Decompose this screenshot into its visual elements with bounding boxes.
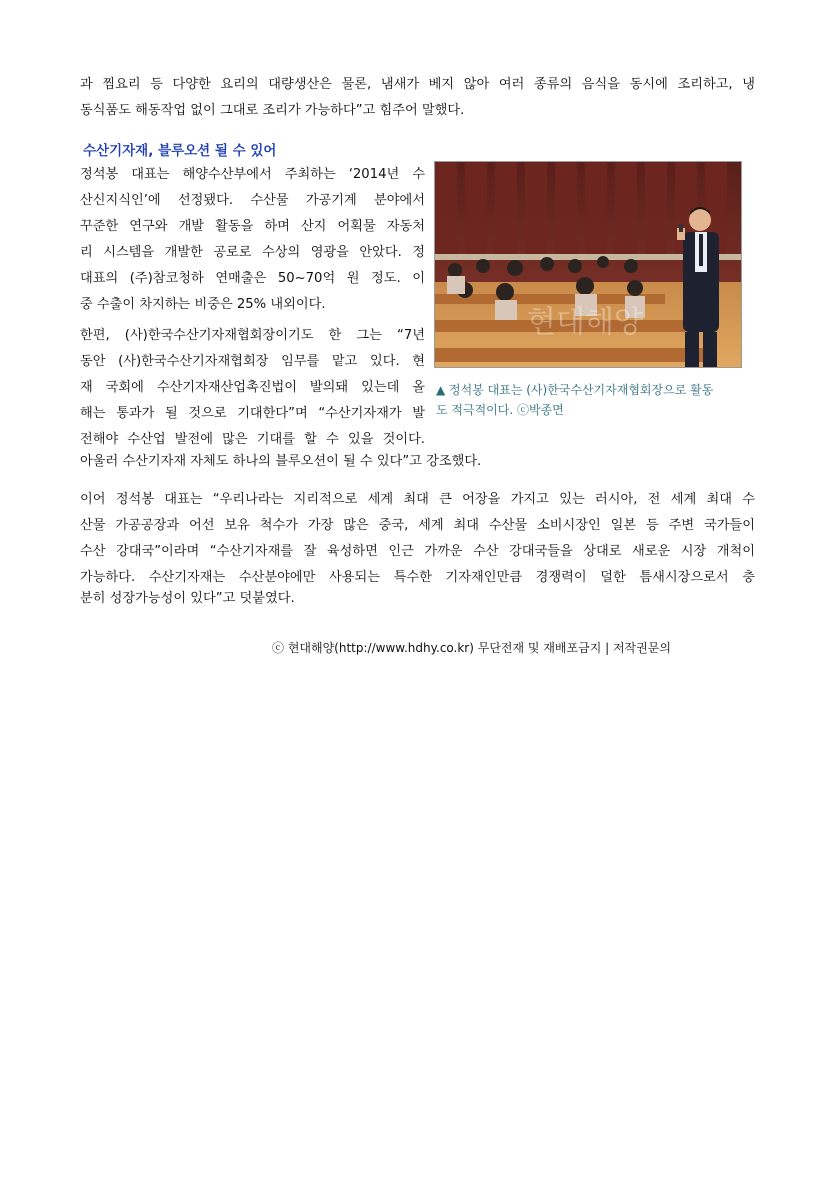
para1-line: 정석봉 대표는 해양수산부에서 주최하는 ‘2014년 수 [80,167,425,182]
para1-line: 꾸준한 연구와 개발 활동을 하며 산지 어획물 자동처 [80,219,425,234]
copyright-footer: ⓒ 현대해양(http://www.hdhy.co.kr) 무단전재 및 재배포금지 | 저작권문의 [272,641,671,655]
para3-line: 가능하다. 수산기자재는 수산분야에만 사용되는 특수한 기자재인만큼 경쟁력이 덜한 틈새시장으로서 충 [80,570,755,585]
intro-line-1: 과 찜요리 등 다양한 요리의 대량생산은 물론, 냄새가 베지 않아 여러 종류의 음식을 동시에 조리하고, 냉 [80,77,755,92]
para2-line: 전해야 수산업 발전에 많은 기대를 할 수 있을 것이다. [80,432,425,447]
para2-line: 재 국회에 수산기자재산업촉진법이 발의돼 있는데 올 [80,380,425,395]
watermark-logo: 현대해양 [527,305,643,340]
para3-line: 분히 성장가능성이 있다”고 덧붙였다. [80,591,295,606]
para3-line: 산물 가공공장과 어선 보유 척수가 가장 많은 중국, 세계 최대 수산물 소비시장인 일본 등 주변 국가들이 [80,518,755,533]
para3-line: 이어 정석봉 대표는 “우리나라는 지리적으로 세계 최대 큰 어장을 가지고 있는 러시아, 전 세계 최대 수 [80,492,755,507]
article-photo [434,161,742,368]
section-heading: 수산기자재, 블루오션 될 수 있어 [83,143,277,159]
para1-line: 리 시스템을 개발한 공로로 수상의 영광을 안았다. 정 [80,245,425,260]
para2-line: 아울러 수산기자재 자체도 하나의 블루오션이 될 수 있다”고 강조했다. [80,454,482,469]
para3-line: 수산 강대국”이라며 “수산기자재를 잘 육성하면 인근 가까운 수산 강대국들을 상대로 새로운 시장 개척이 [80,544,755,559]
conference-photo [435,162,742,368]
para2-line: 한편, (사)한국수산기자재협회장이기도 한 그는 “7년 [80,328,425,343]
para1-line: 대표의 (주)참코청하 연매출은 50~70억 원 정도. 이 [80,271,425,286]
para2-line: 동안 (사)한국수산기자재협회장 임무를 맡고 있다. 현 [80,354,425,369]
para1-line: 산신지식인’에 선정됐다. 수산물 가공기계 분야에서 [80,193,425,208]
photo-caption-line: 도 적극적이다. ⓒ박종면 [436,403,564,417]
intro-line-2: 동식품도 해동작업 없이 그대로 조리가 가능하다”고 힘주어 말했다. [80,103,465,118]
para1-line: 중 수출이 차지하는 비중은 25% 내외이다. [80,297,326,312]
para2-line: 해는 통과가 될 것으로 기대한다”며 “수산기자재가 발 [80,406,425,421]
photo-caption-line: ▲ 정석봉 대표는 (사)한국수산기자재협회장으로 활동 [436,383,714,397]
